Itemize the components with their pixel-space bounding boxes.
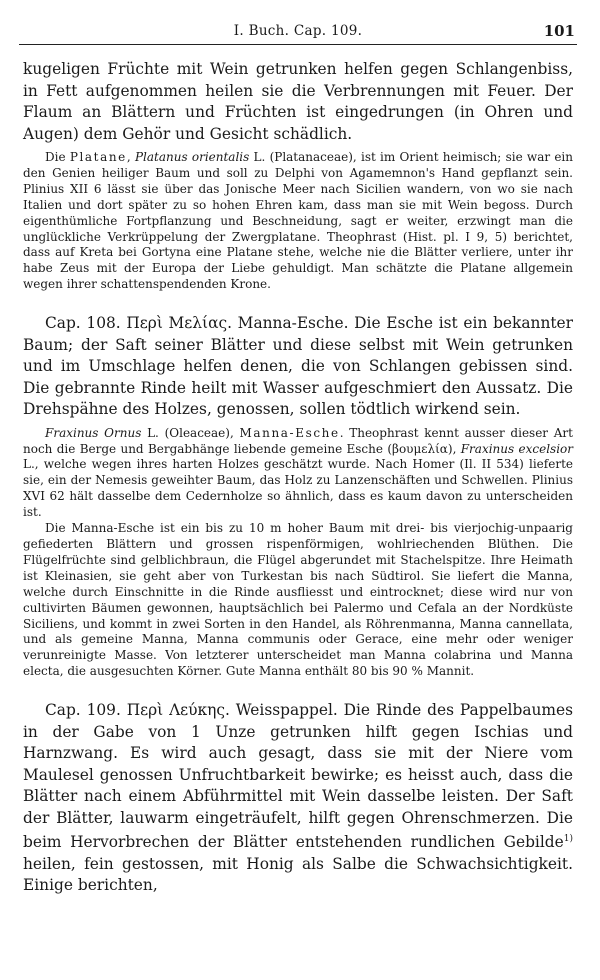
term-platane: Platane [69,150,127,164]
note-text: Die Manna-Esche ist ein bis zu 10 m hoher Baum mit drei- bis vierjochig-unpaarig gefiederten Blättern und grossen rispenförmigen, wohlriechenden Blüthen. Die Flügelfrüchte sind gelblichbraun, die Flügel abgerundet mit Stachelspitze. Ihre Heimath ist Kleinasien, sie geht aber von Turkestan bis nach Südtirol. Sie liefert die Manna, welche durch Einschnitte in die Rinde ausfliesst und eintrocknet; diese wird nur von cultivirten Bäumen gewonnen, hauptsächlich bei Palermo und Cefala an der Nordküste Siciliens, und kommt in zwei Sorten in den Handel, als Röhrenmanna, Manna cannellata, und als gemeine Manna, Manna communis oder Gerace, eine mehr oder weniger verunreinigte Masse. Von letzterer unterscheidet man Manna colabrina und Manna electa, die ausgesuchten Körner. Gute Manna enthält 80 bis 90 % Mannit. [23,521,573,679]
page-number: 101 [543,22,575,40]
paragraph-text: kugeligen Früchte mit Wein getrunken helfen gegen Schlangenbiss, in Fett aufgenommen heilen sie die Verbrennungen mit Feuer. Der Flaum an Blättern und Früchten ist eingedrungen (in Ohren und Augen) dem Gehör und Gesicht schädlich. [23,60,573,143]
running-title: I. Buch. Cap. 109. [233,23,363,39]
chapter-number: Cap. 109. [45,701,127,720]
note-manna-description [23,521,573,680]
note-fraxinus: Fraxinus Ornus L. (Oleaceae), Manna-Esche. Theophrast kennt ausser dieser Art noch die Berge und Bergabhänge liebende gemeine Esche (βουμελία), Fraxinus excelsior L., welche wegen ihres harten Holzes geschätzt wurde. Nach Homer (Il. II 534) lieferte sie, ein der Nemesis geweihter Baum, das Holz zu Lanzenschäften und Schwellen. Plinius XVI 62 hält dasselbe dem Cedernholze so ähnlich, dass es kaum davon zu unterscheiden ist. [23,425,573,520]
paragraph-continued [23,59,573,145]
chapter-109: Cap. 109. Περὶ Λεύκης. Weisspappel. Die Rinde des Pappelbaumes in der Gabe von 1 Unze getrunken hilft gegen Ischias und Harnzwang. Es wird auch gesagt, dass sie mit der Niere vom Maulesel genossen Unfruchtbarkeit bewirke; es heisst auch, dass die Blätter nach einem Abführmittel mit Wein dasselbe leisten. Der Saft der Blätter, lauwarm eingeträufelt, hilft gegen Ohrenschmerzen. Die beim Hervorbrechen der Blätter entstehenden rundlichen Gebilde$^{1)}$ heilen, fein gestossen, mit Honig als Salbe die Schwachsichtigkeit. Einige berichten, [23,701,574,895]
chapter-108: Cap. 108. Περὶ Μελίας. Manna-Esche. Die Esche ist ein bekannter Baum; der Saft seiner Blätter und diese selbst mit Wein getrunken und im Umschlage helfen denen, die von Schlangen gebissen sind. Die gebrannte Rinde heilt mit Wasser aufgeschmiert den Aussatz. Die Drehspähne des Holzes, genossen, sollen tödtlich wirkend sein. [23,314,574,419]
chapter-number: Cap. 108. [45,314,127,333]
footnote-marker[interactable]: 1) [563,834,573,845]
note-platane: Die Platane, Platanus orientalis L. (Platanaceae), ist im Orient heimisch; sie war ein den Genien heiliger Baum und soll zu Delphi von Agamemnon's Hand gepflanzt sein. Plinius XII 6 lässt sie über das Jonische Meer nach Sicilien wandern, von wo sie nach Italien und dort später zu so hohen Ehren kam, dass man sie mit Wein begoss. Durch eigenthümliche Fortpflanzung und Beschneidung, sagt er weiter, erzwingt man die unglückliche Verkrüppelung der Zwergplatane. Theophrast (Hist. pl. I 9, 5) berichtet, dass auf Kreta bei Gortyna eine Platane stehe, welche nie die Blätter verliere, unter ihr habe Zeus mit der Europa der Liebe gehuldigt. Man schätzte die Platane allgemein wegen ihrer schattenspendenden Krone. [23,150,573,292]
page-header [19,20,577,45]
latin-name: Fraxinus excelsior [460,441,573,456]
latin-name: Fraxinus Ornus [45,425,142,440]
term-manna-esche: Manna-Esche [239,425,340,440]
latin-name: Platanus orientalis [134,150,250,164]
greek-title: Περὶ Λεύκης. [126,701,230,720]
page-body [23,59,573,897]
greek-title: Περὶ Μελίας. [126,314,232,333]
